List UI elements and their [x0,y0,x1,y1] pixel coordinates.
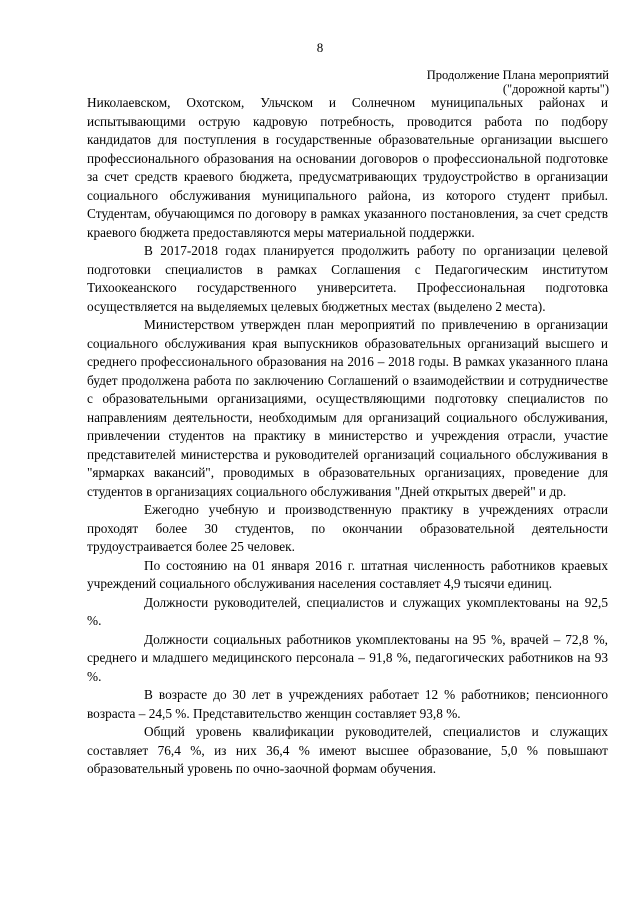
paragraph-social-workers-staffing: Должности социальных работников укомплектованы на 95 %, врачей – 72,8 %, среднего и младшего медицинского персонала – 91,8 %, педагогических работников на 93 %. [87,631,608,684]
document-body [87,94,608,779]
paragraph-qualification: Общий уровень квалификации руководителей, специалистов и служащих составляет 76,4 %, из них 36,4 % имеют высшее образование, 5,0 % повышают образовательный уровень по очно-заочной формам обучения. [87,724,608,776]
paragraph-age-gender: В возрасте до 30 лет в учреждениях работает 12 % работников; пенсионного возраста – 24,5 %. Представительство женщин составляет 93,8 %. [87,687,608,721]
paragraph-continuation: Николаевском, Охотском, Ульчском и Солнечном муниципальных районах и испытывающими острую кадровую потребность, проводится работа по подбору кандидатов для поступления в государственные образовательные организации высшего профессионального образования на основании договоров о профессиональной подготовке за счет средств краевого бюджета, предусматривающих трудоустройство в организации социального обслуживания муниципального района, из которого студент прибыл. Студентам, обучающимся по договору в рамках указанного постановления, за счет средств краевого бюджета предоставляются меры материальной поддержки. [87,95,608,240]
running-header-line-1: Продолжение Плана мероприятий [426,68,609,82]
page-number: 8 [316,40,324,55]
running-header [427,68,609,96]
paragraph-targeted-training: В 2017-2018 годах планируется продолжить работу по организации целевой подготовки специалистов в рамках Соглашения с Педагогическим институтом Тихоокеанского государственного университета. Профессиональная подготовка осуществляется на выделяемых целевых бюджетных местах (выделено 2 места). [87,243,608,314]
paragraph-staff-count: По состоянию на 01 января 2016 г. штатная численность работников краевых учреждений социального обслуживания населения составляет 4,9 тысячи единиц. [87,557,608,591]
running-header-line-2: ("дорожной карты") [502,82,609,96]
paragraph-recruitment-plan: Министерством утвержден план мероприятий по привлечению в организации социального обслуживания края выпускников образовательных организаций высшего и среднего профессионального образования на 2016 – 2018 годы. В рамках указанного плана будет продолжена работа по заключению Соглашений о взаимодействии и сотрудничестве с образовательными организациями, осуществляющими подготовку специалистов по направлениям деятельности, необходимым для организаций социального обслуживания, привлечении студентов на практику в министерство и учреждения отрасли, участие представителей министерства и руководителей организаций социального обслуживания в "ярмарках вакансий", проводимых в образовательных организациях, проведение для студентов в организациях социального обслуживания "Дней открытых дверей" и др. [87,317,608,499]
paragraph-practice: Ежегодно учебную и производственную практику в учреждениях отрасли проходят более 30 студентов, по окончании образовательной деятельности трудоустраивается более 25 человек. [87,502,608,554]
paragraph-management-staffing: Должности руководителей, специалистов и служащих укомплектованы на 92,5 %. [87,594,608,628]
